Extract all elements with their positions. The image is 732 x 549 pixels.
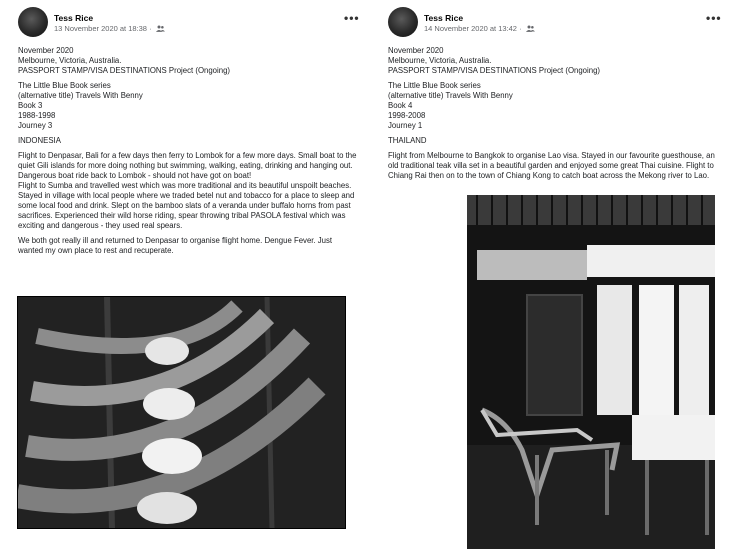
post-meta: 14 November 2020 at 13:42 · <box>424 24 535 33</box>
post-date: November 2020 <box>18 46 74 55</box>
post-meta: 13 November 2020 at 18:38 · <box>54 24 165 33</box>
paragraph-1: Flight to Denpasar, Bali for a few days then ferry to Lombok for a few more days. Small boat to the quiet Gili islands for more doing nothing but swimming, walking, eating, drinking and hanging out. Dangerous boat ride back to Lombok - should not have got on boat! <box>18 151 357 180</box>
author-name[interactable]: Tess Rice <box>54 13 94 23</box>
project-title: PASSPORT STAMP/VISA DESTINATIONS Project (Ongoing) <box>18 66 231 75</box>
post-body <box>18 46 358 261</box>
project-title: PASSPORT STAMP/VISA DESTINATIONS Project (Ongoing) <box>388 66 601 75</box>
country-heading: THAILAND <box>388 136 427 145</box>
post-location: Melbourne, Victoria, Australia. <box>18 56 122 65</box>
book-years: 1998-2008 <box>388 111 426 120</box>
paragraph-1: Flight from Melbourne to Bangkok to organise Lao visa. Stayed in our favourite guesthouse, an old traditional teak villa set in a beautiful garden and enjoyed some great Thai cuisine. Flight to Chiang Rai then on to the town of Chiang Kong to catch boat across the Mekong river to Lao. <box>388 151 715 180</box>
photo-buffalo-horns[interactable] <box>17 296 346 529</box>
post-body <box>388 46 724 186</box>
timestamp[interactable]: 14 November 2020 at 13:42 <box>424 24 517 33</box>
journey-number: Journey 1 <box>388 121 423 130</box>
alt-title: (alternative title) Travels With Benny <box>18 91 143 100</box>
people-icon <box>526 25 535 32</box>
photo-teak-villa-chair[interactable] <box>467 195 715 549</box>
post-date: November 2020 <box>388 46 444 55</box>
timestamp[interactable]: 13 November 2020 at 18:38 <box>54 24 147 33</box>
series-title: The Little Blue Book series <box>388 81 481 90</box>
more-options-icon[interactable]: ••• <box>706 11 722 25</box>
country-heading: INDONESIA <box>18 136 61 145</box>
buffalo-horns-image <box>17 296 346 529</box>
avatar[interactable] <box>18 7 48 37</box>
author-name[interactable]: Tess Rice <box>424 13 464 23</box>
paragraph-2: Flight to Sumba and travelled west which was more traditional and its beautiful unspoilt beaches. Stayed in village with local people where we traded betel nut and tobacco for a place to sleep and some local food and drink. Slept on the bamboo slats of a veranda under buffalo horns from past sacrifices. Experienced their wild horse riding, spear throwing tribal PASOLA festival which was exciting and dangerous - they used real spears. <box>18 181 355 230</box>
more-options-icon[interactable]: ••• <box>344 11 360 25</box>
alt-title: (alternative title) Travels With Benny <box>388 91 513 100</box>
avatar[interactable] <box>388 7 418 37</box>
book-years: 1988-1998 <box>18 111 56 120</box>
book-number: Book 3 <box>18 101 43 110</box>
post-location: Melbourne, Victoria, Australia. <box>388 56 492 65</box>
villa-chair-image <box>467 195 715 549</box>
book-number: Book 4 <box>388 101 413 110</box>
post-thailand <box>370 0 732 549</box>
journey-number: Journey 3 <box>18 121 53 130</box>
paragraph-3: We both got really ill and returned to Denpasar to organise flight home. Dengue Fever. Just wanted my own place to rest and recuperate. <box>18 236 333 255</box>
people-icon <box>156 25 165 32</box>
series-title: The Little Blue Book series <box>18 81 111 90</box>
